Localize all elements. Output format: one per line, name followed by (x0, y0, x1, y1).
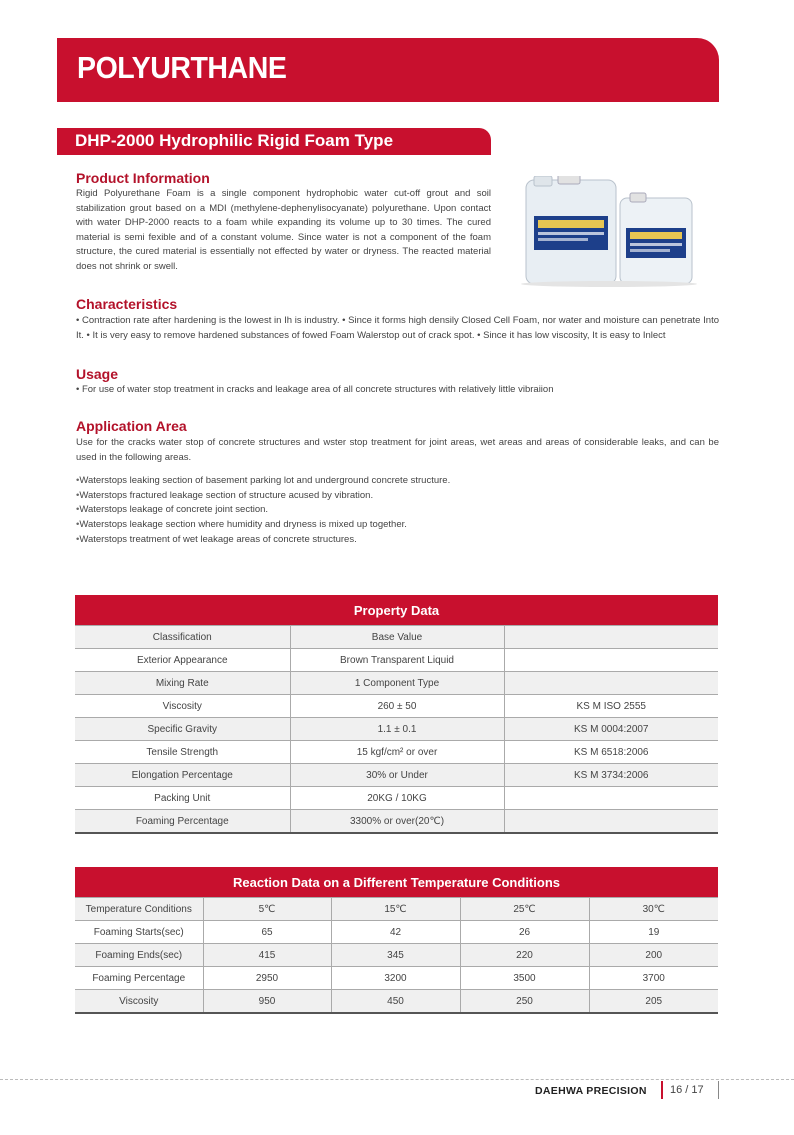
application-intro: Use for the cracks water stop of concrete structures and wster stop treatment for joint areas, wet areas and areas of considerable leaks, and can be used in the following areas. (76, 437, 719, 463)
table-cell (504, 649, 718, 672)
table-row (75, 944, 718, 967)
table-cell: KS M ISO 2555 (504, 695, 718, 718)
table-cell: Classification (75, 626, 290, 649)
application-list (76, 474, 450, 548)
table-cell: Base Value (290, 626, 504, 649)
table-cell: 3200 (331, 967, 460, 990)
table-cell (504, 810, 718, 834)
table-cell (504, 787, 718, 810)
table-cell: Packing Unit (75, 787, 290, 810)
product-info-heading: Product Information (76, 170, 210, 186)
table-cell: KS M 3734:2006 (504, 764, 718, 787)
table-row (75, 810, 718, 834)
product-subtitle: DHP-2000 Hydrophilic Rigid Foam Type (75, 131, 394, 150)
table-cell: 26 (460, 921, 589, 944)
table-cell: 220 (460, 944, 589, 967)
table-cell: Foaming Percentage (75, 810, 290, 834)
table-cell: 15 kgf/cm² or over (290, 741, 504, 764)
table-cell: Foaming Ends(sec) (75, 944, 203, 967)
table-cell: Exterior Appearance (75, 649, 290, 672)
characteristics-heading: Characteristics (76, 296, 178, 312)
table-row (75, 764, 718, 787)
footer-brand: DAEHWA PRECISION (535, 1085, 647, 1097)
table-cell: 345 (331, 944, 460, 967)
table-cell: Elongation Percentage (75, 764, 290, 787)
table-row (75, 787, 718, 810)
table-cell: 260 ± 50 (290, 695, 504, 718)
table-cell: 3500 (460, 967, 589, 990)
reaction-table-title: Reaction Data on a Different Temperature Conditions (75, 867, 718, 898)
table-cell: Viscosity (75, 695, 290, 718)
table-row (75, 649, 718, 672)
table-cell: Specific Gravity (75, 718, 290, 741)
table-cell: 15℃ (331, 898, 460, 921)
title-bar (57, 38, 719, 102)
application-heading: Application Area (76, 418, 187, 434)
table-cell: KS M 6518:2006 (504, 741, 718, 764)
footer-divider (0, 1079, 794, 1080)
table-cell: Foaming Percentage (75, 967, 203, 990)
footer-tick (718, 1081, 719, 1099)
page-number: 16 / 17 (670, 1084, 704, 1096)
table-cell: 950 (203, 990, 331, 1014)
table-cell: 200 (589, 944, 718, 967)
table-row (75, 718, 718, 741)
page-title: POLYURTHANE (77, 50, 287, 85)
table-cell: 2950 (203, 967, 331, 990)
table-cell: Temperature Conditions (75, 898, 203, 921)
table-cell: Mixing Rate (75, 672, 290, 695)
table-cell: 3700 (589, 967, 718, 990)
table-row (75, 990, 718, 1014)
footer-accent-mark (661, 1081, 663, 1099)
table-row (75, 921, 718, 944)
usage-text: • For use of water stop treatment in cracks and leakage area of all concrete structures with relatively little vibraiion (76, 384, 554, 395)
table-row (75, 626, 718, 649)
property-table-title: Property Data (75, 595, 718, 626)
usage-heading: Usage (76, 366, 119, 382)
table-cell: 65 (203, 921, 331, 944)
table-cell (504, 626, 718, 649)
property-data-table (75, 595, 718, 834)
table-cell: 205 (589, 990, 718, 1014)
table-cell: 19 (589, 921, 718, 944)
table-cell: 20KG / 10KG (290, 787, 504, 810)
table-cell: 30℃ (589, 898, 718, 921)
reaction-data-table (75, 867, 718, 1014)
table-cell: Foaming Starts(sec) (75, 921, 203, 944)
product-container-image (520, 176, 698, 288)
table-row (75, 695, 718, 718)
table-cell (504, 672, 718, 695)
table-cell: Tensile Strength (75, 741, 290, 764)
table-cell: 1.1 ± 0.1 (290, 718, 504, 741)
list-item: • Waterstops leakage section where humidity and dryness is mixed up together. (76, 518, 450, 533)
table-cell: 42 (331, 921, 460, 944)
table-cell: Brown Transparent Liquid (290, 649, 504, 672)
product-info-text: Rigid Polyurethane Foam is a single component hydrophobic water cut-off grout and soil stabilization grout based on a MDI (methylene-dephenylisocyanate) polyurethane. Upon contact with water DHP-2000 reacts to a foam while expanding its volume up to 30 times. The cured material is semi fexible and of a constant volume. Since water is not a component of the foam structure, the cured material is essentially not effected by water or dryness. The reacted material does not shrink or swell. (76, 188, 491, 272)
table-cell: 415 (203, 944, 331, 967)
list-item: • Waterstops treatment of wet leakage areas of concrete structures. (76, 533, 450, 548)
table-cell: Viscosity (75, 990, 203, 1014)
table-cell: 5℃ (203, 898, 331, 921)
subtitle-bar (57, 128, 491, 155)
table-cell: 3300% or over(20℃) (290, 810, 504, 834)
table-row (75, 741, 718, 764)
list-item: • Waterstops fractured leakage section of structure acused by vibration. (76, 489, 450, 504)
table-row (75, 672, 718, 695)
table-row (75, 898, 718, 921)
characteristics-text: • Contraction rate after hardening is the lowest in Ih is industry. • Since it forms high densily Closed Cell Foam, nor water and moisture can penetrate Into It. • It is very easy to remove hardened substances of fowed Foam Walerstop out of crack spot. • Since it has low viscosity, It is easy to Inlect (76, 315, 719, 341)
table-cell: KS M 0004:2007 (504, 718, 718, 741)
table-cell: 1 Component Type (290, 672, 504, 695)
list-item: • Waterstops leakage of concrete joint section. (76, 503, 450, 518)
table-row (75, 967, 718, 990)
table-cell: 30% or Under (290, 764, 504, 787)
table-cell: 25℃ (460, 898, 589, 921)
table-cell: 450 (331, 990, 460, 1014)
table-cell: 250 (460, 990, 589, 1014)
list-item: • Waterstops leaking section of basement parking lot and underground concrete structure. (76, 474, 450, 489)
